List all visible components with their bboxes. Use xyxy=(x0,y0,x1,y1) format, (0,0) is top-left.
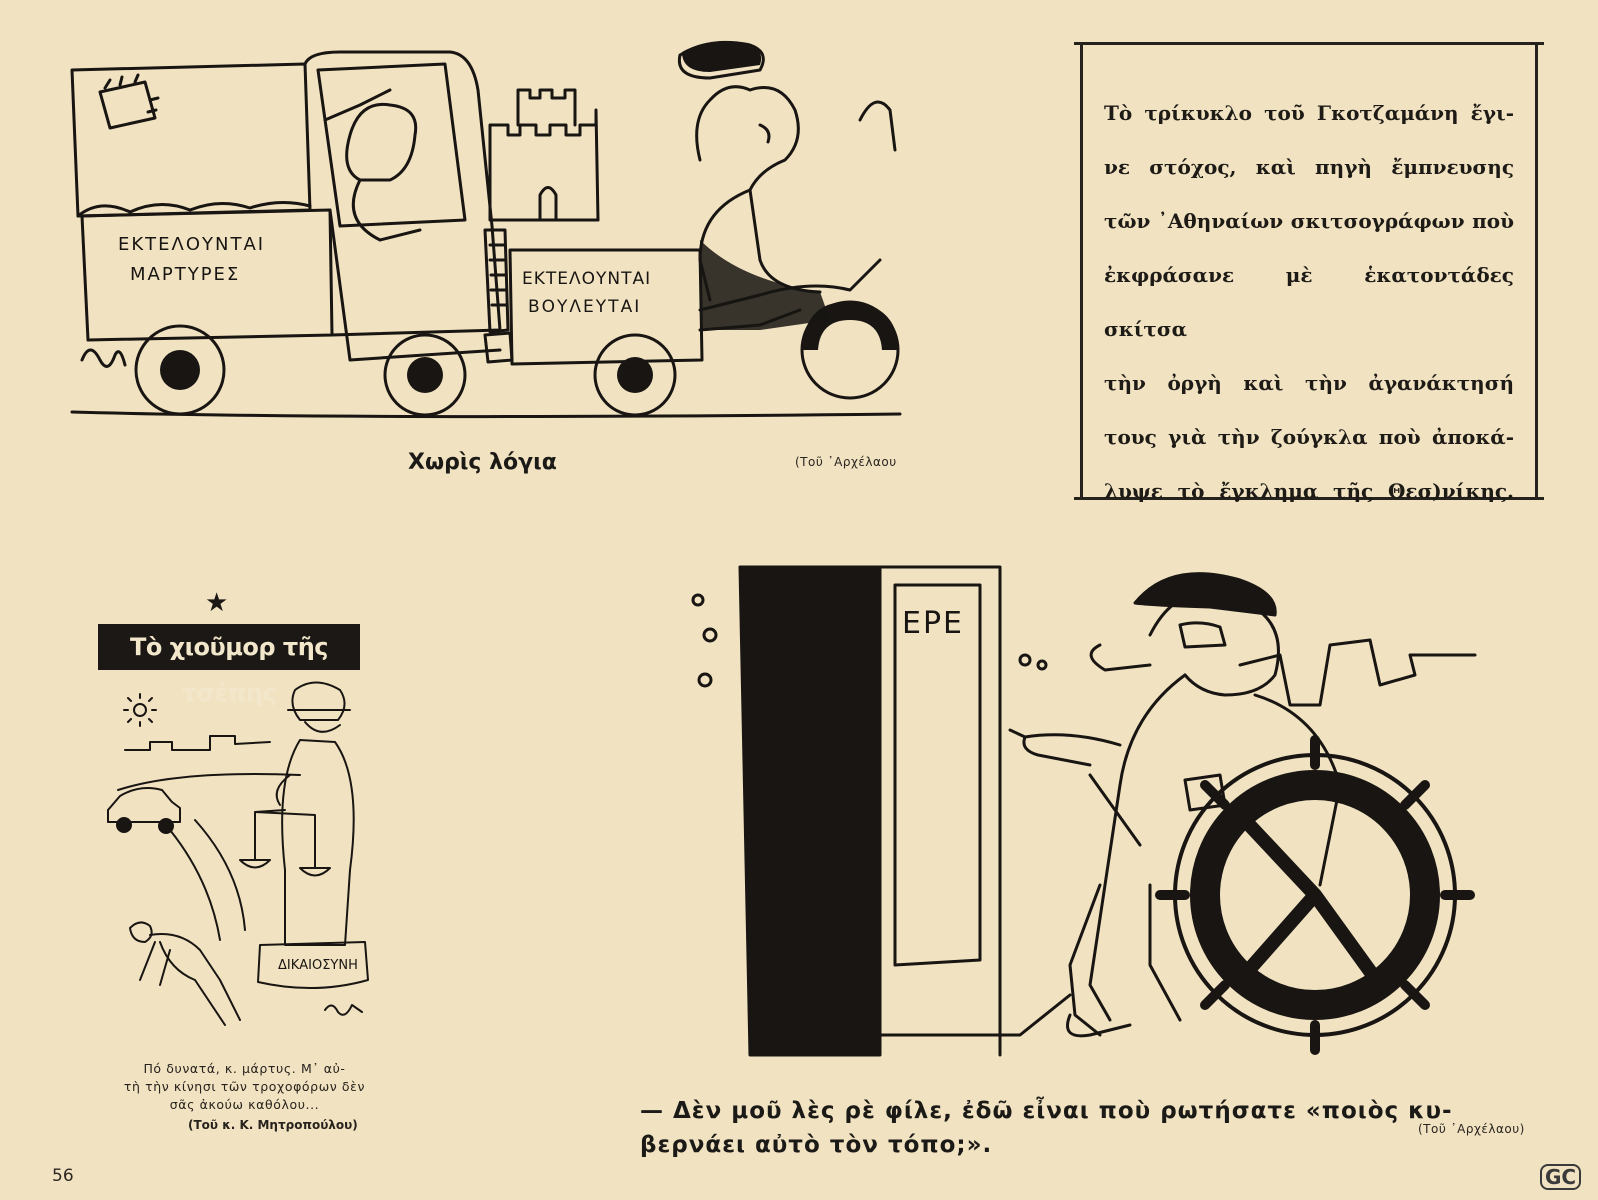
justice-cartoon-drawing xyxy=(100,680,390,1055)
commentary-line: τῶν ᾿Αθηναίων σκιτσογράφων ποὺ xyxy=(1104,209,1514,233)
truck-sign-martyrs-line2: ΜΑΡΤΥΡΕΣ xyxy=(130,264,241,285)
section-heading: Τὸ χιοῦμορ τῆς τσέπης xyxy=(98,624,360,670)
justice-cartoon xyxy=(100,680,390,1055)
commentary-line: λυψε τὸ ἔγκλημα τῆς Θεσ)νίκης. xyxy=(1104,479,1514,503)
star-icon: ★ xyxy=(205,588,229,618)
commentary-box xyxy=(1080,42,1538,503)
top-cartoon-credit: (Τοῦ ᾿Αρχέλαου xyxy=(795,455,897,469)
publisher-logo: GC xyxy=(1540,1164,1581,1190)
truck-sign-martyrs-line1: ΕΚΤΕΛΟΥΝΤΑΙ xyxy=(118,234,266,255)
page-number: 56 xyxy=(52,1166,74,1186)
top-cartoon-caption: Χωρὶς λόγια xyxy=(408,450,557,475)
helmsman-cartoon-caption xyxy=(640,1094,1540,1162)
caption-line: τὴ τὴν κίνησι τῶν τροχοφόρων δὲν xyxy=(123,1079,366,1094)
truck-cartoon xyxy=(60,30,940,430)
truck-cartoon-drawing xyxy=(60,30,940,430)
commentary-line: ἐκφράσανε μὲ ἑκατοντάδες σκίτσα xyxy=(1104,263,1514,341)
commentary-line: νε στόχος, καὶ πηγὴ ἔμπνευσης xyxy=(1104,155,1514,179)
helmsman-cartoon-drawing xyxy=(680,565,1520,1075)
box-border-top xyxy=(1074,42,1544,45)
helmsman-cartoon-credit: (Τοῦ ᾿Αρχέλαου) xyxy=(1418,1122,1525,1136)
commentary-text xyxy=(1104,86,1514,518)
commentary-line: τὴν ὀργὴ καὶ τὴν ἀγανάκτησή xyxy=(1104,371,1514,395)
truck-sign-deputies-line2: ΒΟΥΛΕΥΤΑΙ xyxy=(528,297,642,317)
statue-label: ΔΙΚΑΙΟΣΥΝΗ xyxy=(278,958,358,973)
caption-line: — Δὲν μοῦ λὲς ρὲ φίλε, ἐδῶ εἶναι ποὺ ρωτήσατε «ποιὸς κυ- xyxy=(640,1098,1453,1124)
box-border-left xyxy=(1080,42,1083,500)
commentary-line: τους γιὰ τὴν ζούγκλα ποὺ ἀποκά- xyxy=(1104,425,1514,449)
caption-line: βερνάει αὐτὸ τὸν τόπο;». xyxy=(640,1132,993,1158)
caption-line: Πό δυνατά, κ. μάρτυς. Μ᾿ αὐ- xyxy=(143,1061,346,1076)
pocket-cartoon-credit: (Τοῦ κ. Κ. Μητροπούλου) xyxy=(188,1118,358,1132)
caption-line: σᾶς ἀκούω καθόλου... xyxy=(169,1097,320,1112)
truck-sign-deputies-line1: ΕΚΤΕΛΟΥΝΤΑΙ xyxy=(522,269,652,289)
commentary-line: Τὸ τρίκυκλο τοῦ Γκοτζαμάνη ἔγι- xyxy=(1104,101,1514,125)
helmsman-cartoon xyxy=(680,565,1520,1075)
door-sign: ΕΡΕ xyxy=(902,606,965,641)
box-border-right xyxy=(1535,42,1538,500)
pocket-cartoon-caption xyxy=(92,1060,397,1114)
